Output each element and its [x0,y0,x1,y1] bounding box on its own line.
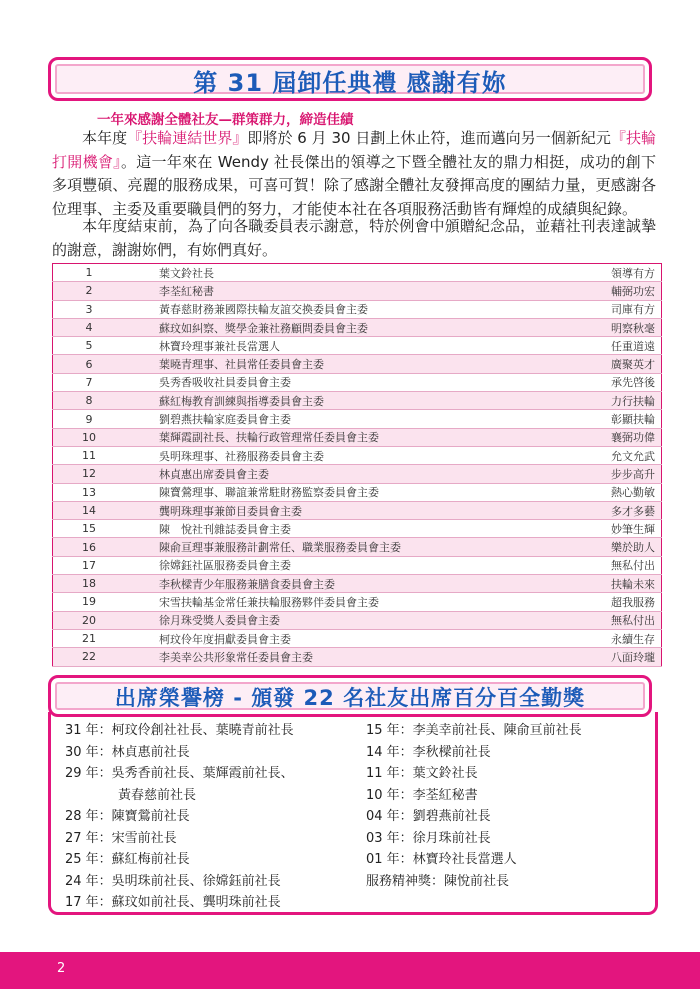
appreciation-phrase: 步步高升 [577,465,662,483]
row-number: 20 [53,611,126,629]
table-row [53,629,662,647]
attendance-entry: 黃春慈前社長 [118,787,197,803]
member-role: 林寶玲理事兼社長當選人 [125,337,577,355]
row-number: 17 [53,556,126,574]
member-role: 宋雪扶輪基金常任兼扶輪服務夥伴委員會主委 [125,593,577,611]
member-role: 陳俞亘理事兼服務計劃常任、職業服務委員會主委 [125,538,577,556]
table-row [53,300,662,318]
appreciation-phrase: 無私付出 [577,611,662,629]
attendance-entry: 28 年：陳寶鶯前社長 [65,809,190,824]
thanks-text: 本年度結束前，為了向各職委員表示謝意，特於例會中頒贈紀念品，並藉社刊表達誠摯的謝意，謝謝妳們，有妳們真好。 [52,217,656,259]
table-row [53,501,662,519]
appreciation-phrase: 妙筆生輝 [577,520,662,538]
table-row [53,337,662,355]
row-number: 3 [53,300,126,318]
table-row [53,318,662,336]
row-number: 6 [53,355,126,373]
intro-text-3: 。這一年來在 Wendy 社長傑出的領導之下暨全體社友的鼎力相挺，成功的創下多項豐碩、亮麗的服務成果，可喜可賀！除了感謝全體社友發揮高度的團結力量，更感謝各位理事、主委及重要職員們的努力，才能使本社在各項服務活動皆有輝煌的成績與紀錄。 [52,152,656,218]
appreciation-phrase: 明察秋毫 [577,318,662,336]
footer-bar [0,952,700,989]
table-row [53,520,662,538]
attendance-box [48,712,658,915]
attendance-entry: 25 年：蘇紅梅前社長 [65,852,190,867]
table-row [53,264,662,282]
member-role: 吳秀香吸收社員委員會主委 [125,373,577,391]
attendance-entry: 01 年：林寶玲社長當選人 [366,852,517,867]
row-number: 21 [53,629,126,647]
member-role: 蘇玟如糾察、獎學金兼社務顧問委員會主委 [125,318,577,336]
row-number: 13 [53,483,126,501]
appreciation-phrase: 扶輪未來 [577,575,662,593]
intro-paragraph [52,127,656,221]
table-row [53,392,662,410]
attendance-entry: 04 年：劉碧燕前社長 [366,809,491,824]
member-role: 黃春慈財務兼國際扶輪友誼交換委員會主委 [125,300,577,318]
member-role: 徐嫦鈺社區服務委員會主委 [125,556,577,574]
appreciation-phrase: 襄弼功偉 [577,428,662,446]
attendance-entry: 15 年：李美幸前社長、陳俞亘前社長 [366,723,582,738]
member-role: 李荃紅秘書 [125,282,577,300]
row-number: 9 [53,410,126,428]
row-number: 15 [53,520,126,538]
attendance-title: 出席榮譽榜 - 頒發 22 名社友出席百分百全勤獎 [114,686,586,710]
member-role: 李秋樑青少年服務兼膳食委員會主委 [125,575,577,593]
appreciation-phrase: 力行扶輪 [577,392,662,410]
row-number: 22 [53,648,126,666]
row-number: 8 [53,392,126,410]
attendance-entry: 03 年：徐月珠前社長 [366,830,491,846]
row-number: 18 [53,575,126,593]
attendance-entry: 24 年：吳明珠前社長、徐嫦鈺前社長 [65,873,281,889]
table-row [53,593,662,611]
attendance-entry: 11 年：葉文鈴社長 [366,766,478,781]
intro-text-2: 即將於 6 月 30 日劃上休止符，進而邁向另一個新紀元 [247,129,611,147]
row-number: 2 [53,282,126,300]
row-number: 14 [53,501,126,519]
row-number: 10 [53,428,126,446]
attendance-entry: 29 年：吳秀香前社長、葉輝霞前社長、 [65,766,294,781]
appreciation-table [52,263,662,667]
title-banner [48,57,652,101]
appreciation-phrase: 領導有方 [577,264,662,282]
appreciation-phrase: 廣聚英才 [577,355,662,373]
appreciation-phrase: 八面玲瓏 [577,648,662,666]
appreciation-phrase: 超我服務 [577,593,662,611]
row-number: 11 [53,446,126,464]
table-row [53,556,662,574]
member-role: 陳寶鶯理事、聯誼兼常駐財務監察委員會主委 [125,483,577,501]
row-number: 5 [53,337,126,355]
row-number: 1 [53,264,126,282]
table-row [53,611,662,629]
attendance-entry: 31 年：柯玟伶創社社長、葉曉青前社長 [65,723,294,738]
section-subtitle: 一年來感謝全體社友—群策群力，締造佳績 [97,112,354,128]
table-row [53,446,662,464]
attendance-entry: 14 年：李秋樑前社長 [366,744,491,760]
theme-current: 『扶輪連結世界』 [127,129,248,147]
appreciation-phrase: 無私付出 [577,556,662,574]
appreciation-phrase: 熱心勤敏 [577,483,662,501]
row-number: 7 [53,373,126,391]
intro-text-1: 本年度 [82,129,128,147]
member-role: 龔明珠理事兼節目委員會主委 [125,501,577,519]
appreciation-phrase: 任重道遠 [577,337,662,355]
attendance-entry: 30 年：林貞惠前社長 [65,744,190,760]
appreciation-phrase: 輔弼功宏 [577,282,662,300]
table-row [53,282,662,300]
row-number: 19 [53,593,126,611]
table-row [53,538,662,556]
member-role: 李美幸公共形象常任委員會主委 [125,648,577,666]
row-number: 4 [53,318,126,336]
member-role: 葉輝霞副社長、扶輪行政管理常任委員會主委 [125,428,577,446]
member-role: 林貞惠出席委員會主委 [125,465,577,483]
appreciation-phrase: 多才多藝 [577,501,662,519]
thanks-paragraph [52,215,656,262]
page-title: 第 31 屆卸任典禮 感謝有妳 [193,69,507,97]
member-role: 蘇紅梅教育訓練與指導委員會主委 [125,392,577,410]
member-role: 陳 悅社刊雜誌委員會主委 [125,520,577,538]
member-role: 劉碧燕扶輪家庭委員會主委 [125,410,577,428]
page-number: 2 [57,961,66,976]
attendance-entry: 17 年：蘇玟如前社長、龔明珠前社長 [65,895,281,910]
appreciation-phrase: 承先啓後 [577,373,662,391]
table-row [53,465,662,483]
member-role: 葉文鈴社長 [125,264,577,282]
appreciation-phrase: 司庫有方 [577,300,662,318]
appreciation-phrase: 樂於助人 [577,538,662,556]
member-role: 吳明珠理事、社務服務委員會主委 [125,446,577,464]
row-number: 16 [53,538,126,556]
member-role: 柯玟伶年度捐獻委員會主委 [125,629,577,647]
table-row [53,355,662,373]
row-number: 12 [53,465,126,483]
table-row [53,410,662,428]
table-row [53,428,662,446]
attendance-left-column [65,720,365,914]
appreciation-phrase: 允文允武 [577,446,662,464]
table-row [53,373,662,391]
attendance-entry: 服務精神獎：陳悅前社長 [366,873,510,889]
table-row [53,648,662,666]
attendance-entry: 10 年：李荃紅秘書 [366,787,478,803]
member-role: 徐月珠受獎人委員會主委 [125,611,577,629]
member-role: 葉曉青理事、社員常任委員會主委 [125,355,577,373]
table-row [53,575,662,593]
appreciation-phrase: 彰顯扶輪 [577,410,662,428]
theme-next: 『扶輪打開機會』 [52,129,656,171]
table-row [53,483,662,501]
attendance-right-column [366,720,651,892]
attendance-entry: 27 年：宋雪前社長 [65,830,177,846]
appreciation-phrase: 永續生存 [577,629,662,647]
attendance-banner [48,675,652,717]
